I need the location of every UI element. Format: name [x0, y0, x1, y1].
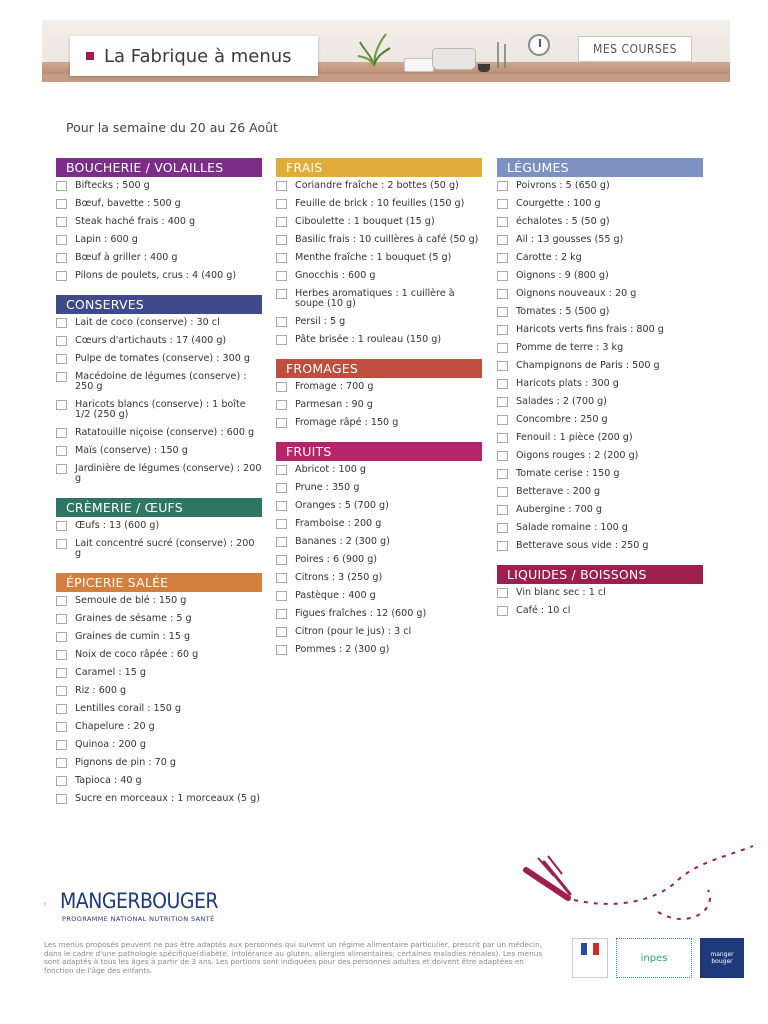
list-item — [497, 433, 703, 443]
item-label: Betterave sous vide : 250 g — [516, 540, 649, 551]
list-item — [276, 591, 482, 601]
inpes-logo-text: inpes — [640, 952, 668, 964]
item-label: Quinoa : 200 g — [75, 739, 146, 750]
checkbox[interactable] — [497, 235, 508, 245]
list-item — [56, 336, 262, 346]
list-item — [56, 614, 262, 624]
list-item — [497, 217, 703, 227]
list-item — [276, 235, 482, 245]
list-item — [276, 627, 482, 637]
item-label: Graines de cumin : 15 g — [75, 631, 191, 642]
checkbox[interactable] — [276, 501, 287, 511]
list-item — [276, 289, 482, 309]
list-item — [276, 465, 482, 475]
item-label: Figues fraîches : 12 (600 g) — [295, 608, 427, 619]
manger-bouger-small-logo-text: manger bouger — [710, 951, 734, 965]
list-item — [276, 199, 482, 209]
item-label: Citron (pour le jus) : 3 cl — [295, 626, 412, 637]
plates-icon — [404, 58, 434, 72]
item-label: Concombre : 250 g — [516, 414, 608, 425]
checkbox[interactable] — [276, 555, 287, 565]
checkbox[interactable] — [497, 307, 508, 317]
checkbox[interactable] — [276, 199, 287, 209]
item-label: Ciboulette : 1 bouquet (15 g) — [295, 216, 435, 227]
list-item — [56, 632, 262, 642]
item-label: Pulpe de tomates (conserve) : 300 g — [75, 353, 250, 364]
item-label: Tomates : 5 (500 g) — [516, 306, 610, 317]
checkbox[interactable] — [56, 539, 67, 549]
section-header: FRAIS — [276, 158, 482, 177]
checkbox[interactable] — [276, 465, 287, 475]
item-label: Pignons de pin : 70 g — [75, 757, 176, 768]
item-label: Lait de coco (conserve) : 30 cl — [75, 317, 220, 328]
plant-icon — [356, 28, 392, 68]
mes-courses-tab[interactable] — [578, 36, 692, 62]
checkbox[interactable] — [497, 451, 508, 461]
item-label: Poivrons : 5 (650 g) — [516, 180, 610, 191]
section-header: CONSERVES — [56, 295, 262, 314]
checkbox[interactable] — [56, 336, 67, 346]
list-item — [56, 318, 262, 328]
item-label: Coriandre fraîche : 2 bottes (50 g) — [295, 180, 459, 191]
checkbox[interactable] — [276, 235, 287, 245]
list-item — [497, 523, 703, 533]
list-item — [276, 555, 482, 565]
checkbox[interactable] — [497, 379, 508, 389]
list-item — [56, 722, 262, 732]
list-item — [497, 588, 703, 598]
section-boucherie — [56, 158, 262, 281]
item-label: Feuille de brick : 10 feuilles (150 g) — [295, 198, 465, 209]
week-range: Pour la semaine du 20 au 26 Août — [66, 120, 278, 135]
list-item — [497, 307, 703, 317]
list-item — [497, 451, 703, 461]
checkbox[interactable] — [497, 289, 508, 299]
list-item — [497, 541, 703, 551]
list-item — [276, 609, 482, 619]
list-item — [56, 776, 262, 786]
list-item — [276, 271, 482, 281]
item-label: Pilons de poulets, crus : 4 (400 g) — [75, 270, 237, 281]
item-label: Oranges : 5 (700 g) — [295, 500, 389, 511]
list-item — [56, 650, 262, 660]
checkbox[interactable] — [276, 317, 287, 327]
item-label: Fenouil : 1 pièce (200 g) — [516, 432, 633, 443]
item-label: Biftecks : 500 g — [75, 180, 150, 191]
item-label: Semoule de blé : 150 g — [75, 595, 187, 606]
checkbox[interactable] — [276, 181, 287, 191]
item-label: Fromage : 700 g — [295, 381, 374, 392]
item-label: Salades : 2 (700 g) — [516, 396, 607, 407]
checkbox[interactable] — [56, 740, 67, 750]
item-list — [276, 382, 482, 428]
shopping-column-2 — [276, 158, 482, 669]
item-label: Ail : 13 gousses (55 g) — [516, 234, 624, 245]
item-label: Lapin : 600 g — [75, 234, 138, 245]
checkbox[interactable] — [56, 372, 67, 382]
section-header: FROMAGES — [276, 359, 482, 378]
list-item — [56, 446, 262, 456]
item-label: Tapioca : 40 g — [75, 775, 142, 786]
item-label: Gnocchis : 600 g — [295, 270, 376, 281]
item-label: Ratatouille niçoise (conserve) : 600 g — [75, 427, 255, 438]
section-liquides — [497, 565, 703, 616]
list-item — [56, 794, 262, 804]
item-label: Aubergine : 700 g — [516, 504, 602, 515]
checkbox[interactable] — [56, 722, 67, 732]
list-item — [56, 668, 262, 678]
item-label: Bœuf, bavette : 500 g — [75, 198, 181, 209]
checkbox[interactable] — [276, 382, 287, 392]
item-label: Tomate cerise : 150 g — [516, 468, 620, 479]
item-label: Noix de coco râpée : 60 g — [75, 649, 199, 660]
list-item — [276, 418, 482, 428]
item-label: Fromage râpé : 150 g — [295, 417, 399, 428]
list-item — [56, 372, 262, 392]
list-item — [56, 521, 262, 531]
item-label: Basilic frais : 10 cuillères à café (50 g) — [295, 234, 479, 245]
checkbox[interactable] — [56, 428, 67, 438]
item-list — [56, 521, 262, 559]
item-label: Graines de sésame : 5 g — [75, 613, 192, 624]
list-item — [497, 199, 703, 209]
checkbox[interactable] — [497, 271, 508, 281]
item-label: Menthe fraîche : 1 bouquet (5 g) — [295, 252, 452, 263]
checkbox[interactable] — [56, 181, 67, 191]
checkbox[interactable] — [56, 776, 67, 786]
item-label: Oignons nouveaux : 20 g — [516, 288, 637, 299]
section-legumes — [497, 158, 703, 551]
item-label: Oigons rouges : 2 (200 g) — [516, 450, 639, 461]
checkbox[interactable] — [497, 523, 508, 533]
checkbox[interactable] — [276, 418, 287, 428]
item-label: Champignons de Paris : 500 g — [516, 360, 660, 371]
checkbox[interactable] — [56, 464, 67, 474]
list-item — [497, 606, 703, 616]
checkbox[interactable] — [497, 217, 508, 227]
checkbox[interactable] — [497, 343, 508, 353]
item-label: Cœurs d'artichauts : 17 (400 g) — [75, 335, 227, 346]
fork-knife-decoration-icon — [508, 840, 758, 940]
checkbox[interactable] — [56, 271, 67, 281]
item-list — [276, 181, 482, 345]
item-label: Bœuf à griller : 400 g — [75, 252, 178, 263]
list-item — [56, 354, 262, 364]
item-label: Lentilles corail : 150 g — [75, 703, 181, 714]
list-item — [56, 199, 262, 209]
checkbox[interactable] — [276, 483, 287, 493]
app-title: La Fabrique à menus — [104, 45, 292, 67]
shopping-column-1 — [56, 158, 262, 818]
checkbox[interactable] — [56, 632, 67, 642]
manger-bouger-logo-text: MANGERBOUGER — [60, 889, 219, 913]
list-item — [497, 271, 703, 281]
checkbox[interactable] — [497, 505, 508, 515]
list-item — [497, 235, 703, 245]
item-label: Jardinière de légumes (conserve) : 200 g — [75, 463, 262, 484]
list-item — [276, 253, 482, 263]
item-label: Haricots blancs (conserve) : 1 boîte 1/2 (250 g) — [75, 399, 246, 420]
section-fruits — [276, 442, 482, 655]
checkbox[interactable] — [276, 217, 287, 227]
checkbox[interactable] — [497, 181, 508, 191]
checkbox[interactable] — [56, 614, 67, 624]
item-label: Citrons : 3 (250 g) — [295, 572, 383, 583]
section-fromages — [276, 359, 482, 428]
list-item — [497, 379, 703, 389]
shopping-column-3 — [497, 158, 703, 630]
item-label: Poires : 6 (900 g) — [295, 554, 378, 565]
checkbox[interactable] — [276, 271, 287, 281]
item-label: Chapelure : 20 g — [75, 721, 155, 732]
checkbox[interactable] — [56, 253, 67, 263]
item-label: Pastèque : 400 g — [295, 590, 376, 601]
item-label: Parmesan : 90 g — [295, 399, 373, 410]
list-item — [497, 289, 703, 299]
item-label: Courgette : 100 g — [516, 198, 601, 209]
item-label: Riz : 600 g — [75, 685, 127, 696]
list-item — [56, 428, 262, 438]
item-label: Prune : 350 g — [295, 482, 360, 493]
section-header: FRUITS — [276, 442, 482, 461]
checkbox[interactable] — [56, 650, 67, 660]
item-label: Sucre en morceaux : 1 morceaux (5 g) — [75, 793, 260, 804]
checkbox[interactable] — [276, 609, 287, 619]
checkbox[interactable] — [497, 433, 508, 443]
item-label: Œufs : 13 (600 g) — [75, 520, 160, 531]
list-item — [276, 483, 482, 493]
section-header: ÉPICERIE SALÉE — [56, 573, 262, 592]
section-frais — [276, 158, 482, 345]
list-item — [497, 343, 703, 353]
list-item — [56, 253, 262, 263]
item-label: Pomme de terre : 3 kg — [516, 342, 624, 353]
list-item — [276, 519, 482, 529]
item-label: Pommes : 2 (300 g) — [295, 644, 390, 655]
item-label: échalotes : 5 (50 g) — [516, 216, 610, 227]
item-list — [497, 588, 703, 616]
checkbox[interactable] — [497, 487, 508, 497]
list-item — [56, 400, 262, 420]
list-item — [276, 317, 482, 327]
checkbox[interactable] — [56, 596, 67, 606]
partner-logos — [572, 936, 744, 980]
list-item — [497, 361, 703, 371]
list-item — [276, 573, 482, 583]
checkbox[interactable] — [276, 253, 287, 263]
checkbox[interactable] — [276, 400, 287, 410]
checkbox[interactable] — [56, 794, 67, 804]
list-item — [56, 686, 262, 696]
list-item — [276, 382, 482, 392]
item-label: Maïs (conserve) : 150 g — [75, 445, 188, 456]
list-item — [56, 740, 262, 750]
list-item — [276, 645, 482, 655]
list-item — [56, 271, 262, 281]
list-item — [497, 397, 703, 407]
manger-bouger-small-logo — [700, 938, 744, 978]
list-item — [56, 539, 262, 559]
checkbox[interactable] — [497, 606, 508, 616]
item-label: Persil : 5 g — [295, 316, 346, 327]
checkbox[interactable] — [497, 588, 508, 598]
checkbox[interactable] — [56, 521, 67, 531]
checkbox[interactable] — [497, 199, 508, 209]
list-item — [56, 217, 262, 227]
list-item — [497, 415, 703, 425]
list-item — [497, 487, 703, 497]
checkbox[interactable] — [497, 361, 508, 371]
list-item — [56, 758, 262, 768]
item-label: Lait concentré sucré (conserve) : 200 g — [75, 538, 255, 559]
brand-card[interactable] — [70, 36, 318, 76]
item-list — [276, 465, 482, 655]
item-list — [56, 318, 262, 484]
item-label: Steak haché frais : 400 g — [75, 216, 196, 227]
item-label: Haricots plats : 300 g — [516, 378, 619, 389]
item-label: Abricot : 100 g — [295, 464, 366, 475]
cup-icon — [478, 64, 490, 72]
list-item — [497, 505, 703, 515]
item-label: Vin blanc sec : 1 cl — [516, 587, 606, 598]
list-item — [276, 217, 482, 227]
checkbox[interactable] — [276, 537, 287, 547]
item-label: Oignons : 9 (800 g) — [516, 270, 609, 281]
section-header: LIQUIDES / BOISSONS — [497, 565, 703, 584]
checkbox[interactable] — [56, 199, 67, 209]
checkbox[interactable] — [497, 325, 508, 335]
checkbox[interactable] — [497, 415, 508, 425]
list-item — [497, 325, 703, 335]
inpes-logo — [616, 938, 692, 978]
checkbox[interactable] — [276, 645, 287, 655]
list-item — [56, 181, 262, 191]
checkbox[interactable] — [56, 686, 67, 696]
item-label: Pâte brisée : 1 rouleau (150 g) — [295, 334, 442, 345]
item-label: Betterave : 200 g — [516, 486, 601, 497]
brand-bullet-icon — [86, 52, 94, 60]
checkbox[interactable] — [56, 704, 67, 714]
checkbox[interactable] — [276, 627, 287, 637]
republique-francaise-logo-icon — [572, 938, 608, 978]
section-conserves — [56, 295, 262, 484]
checkbox[interactable] — [497, 469, 508, 479]
item-label: Herbes aromatiques : 1 cuillère à soupe (10 g) — [295, 288, 455, 309]
list-item — [497, 469, 703, 479]
checkbox[interactable] — [56, 318, 67, 328]
pot-icon — [432, 48, 476, 70]
item-label: Caramel : 15 g — [75, 667, 146, 678]
item-label: Café : 10 cl — [516, 605, 571, 616]
list-item — [276, 537, 482, 547]
checkbox[interactable] — [56, 235, 67, 245]
section-header: BOUCHERIE / VOLAILLES — [56, 158, 262, 177]
list-item — [56, 235, 262, 245]
checkbox[interactable] — [276, 335, 287, 345]
item-list — [497, 181, 703, 551]
section-cremerie — [56, 498, 262, 559]
list-item — [56, 704, 262, 714]
checkbox[interactable] — [276, 591, 287, 601]
list-item — [276, 181, 482, 191]
checkbox[interactable] — [56, 354, 67, 364]
clock-icon — [528, 34, 550, 56]
checkbox[interactable] — [497, 397, 508, 407]
checkbox[interactable] — [497, 541, 508, 551]
utensils-icon — [494, 40, 510, 70]
item-list — [56, 181, 262, 281]
disclaimer-text: Les menus proposés peuvent ne pas être adaptés aux personnes qui suivent un régime alimentaire particulier, prescrit par un médecin, dans le cadre d'une pathologie spécifique(diabète, intolérance au gluten, allergies alimentaires, certaines maladies rénales). Les menus sont adaptés à tous les âges à partir de 3 ans. Les portions sont indiquées pour des personnes adultes et doivent être adaptées en fonction de l'âge des enfants. — [44, 940, 543, 975]
list-item — [497, 253, 703, 263]
checkbox[interactable] — [56, 446, 67, 456]
section-header: LÉGUMES — [497, 158, 703, 177]
checkbox[interactable] — [276, 289, 287, 299]
list-item — [276, 335, 482, 345]
list-item — [276, 501, 482, 511]
checkbox[interactable] — [56, 668, 67, 678]
list-item — [56, 464, 262, 484]
list-item — [276, 400, 482, 410]
item-label: Carotte : 2 kg — [516, 252, 582, 263]
checkbox[interactable] — [56, 217, 67, 227]
item-label: Bananes : 2 (300 g) — [295, 536, 390, 547]
checkbox[interactable] — [56, 400, 67, 410]
mes-courses-label: MES COURSES — [593, 42, 677, 56]
item-label: Salade romaine : 100 g — [516, 522, 628, 533]
checkbox[interactable] — [56, 758, 67, 768]
checkbox[interactable] — [276, 519, 287, 529]
checkbox[interactable] — [497, 253, 508, 263]
item-list — [56, 596, 262, 804]
list-item — [56, 596, 262, 606]
item-label: Macédoine de légumes (conserve) : 250 g — [75, 371, 247, 392]
manger-bouger-subtitle: PROGRAMME NATIONAL NUTRITION SANTÉ — [62, 915, 215, 923]
item-label: Haricots verts fins frais : 800 g — [516, 324, 664, 335]
item-label: Framboise : 200 g — [295, 518, 382, 529]
section-epicerie — [56, 573, 262, 804]
list-item — [497, 181, 703, 191]
checkbox[interactable] — [276, 573, 287, 583]
section-header: CRÈMERIE / ŒUFS — [56, 498, 262, 517]
